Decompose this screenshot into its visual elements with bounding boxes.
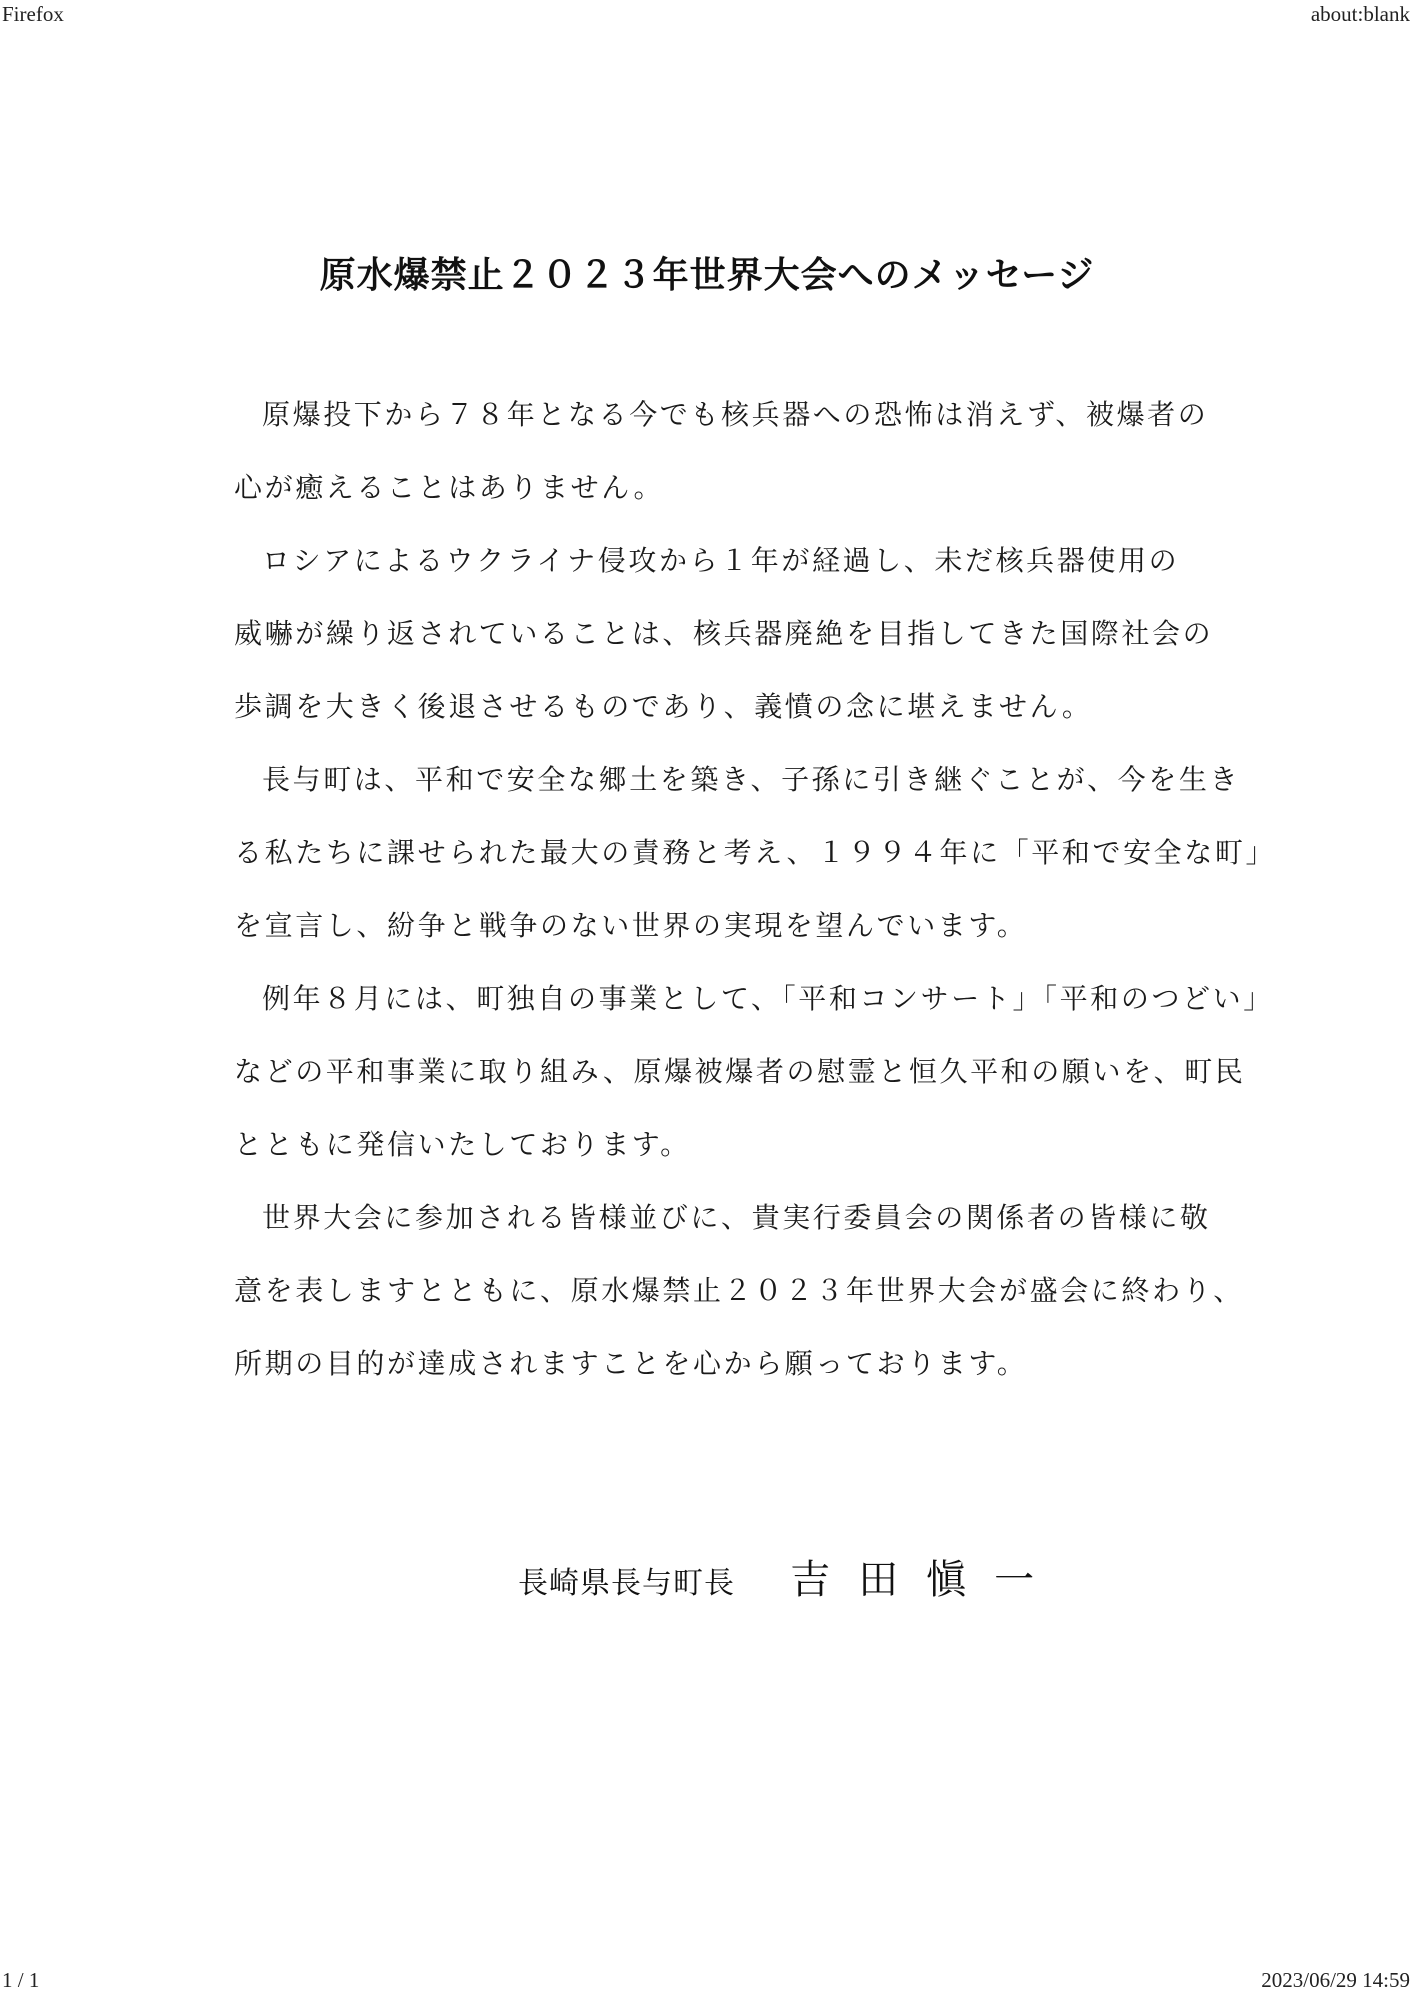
body-line: 意を表しますとともに、原水爆禁止２０２３年世界大会が盛会に終わり、 <box>234 1274 1244 1307</box>
body-line: ロシアによるウクライナ侵攻から１年が経過し、未だ核兵器使用の <box>262 544 1180 577</box>
signature-block <box>518 1548 1062 1605</box>
body-line: る私たちに課せられた最大の責務と考え、１９９４年に「平和で安全な町」 <box>234 836 1277 869</box>
body-line: 例年８月には、町独自の事業として、「平和コンサート」「平和のつどい」 <box>262 982 1274 1015</box>
body-line: などの平和事業に取り組み、原爆被爆者の慰霊と恒久平和の願いを、町民 <box>234 1055 1246 1088</box>
signature-organization: 長崎県長与町長 <box>518 1566 735 1601</box>
body-line: を宣言し、紛争と戦争のない世界の実現を望んでいます。 <box>234 909 1028 942</box>
body-line: 長与町は、平和で安全な郷土を築き、子孫に引き継ぐことが、今を生き <box>262 763 1241 796</box>
body-line: 心が癒えることはありません。 <box>234 471 665 504</box>
body-line: 歩調を大きく後退させるものであり、義憤の念に堪えません。 <box>234 690 1093 723</box>
body-line: 所期の目的が達成されますことを心から願っております。 <box>234 1347 1028 1380</box>
body-line: 世界大会に参加される皆様並びに、貴実行委員会の関係者の皆様に敬 <box>262 1201 1211 1234</box>
document-title: 原水爆禁止２０２３年世界大会へのメッセージ <box>319 254 1095 296</box>
print-footer-datetime: 2023/06/29 14:59 <box>1261 1968 1410 1992</box>
print-header-url: about:blank <box>1310 2 1410 26</box>
document-body <box>234 390 1277 1412</box>
print-header-app-name: Firefox <box>2 2 64 26</box>
body-line: とともに発信いたしております。 <box>234 1128 691 1161</box>
print-footer-page-number: 1 / 1 <box>2 1968 40 1992</box>
signature-name: 吉田愼一 <box>790 1557 1063 1603</box>
print-header <box>0 2 1414 30</box>
body-line: 威嚇が繰り返されていることは、核兵器廃絶を目指してきた国際社会の <box>234 617 1214 650</box>
body-line: 原爆投下から７８年となる今でも核兵器への恐怖は消えず、被爆者の <box>262 398 1209 431</box>
print-footer <box>0 1968 1414 1996</box>
